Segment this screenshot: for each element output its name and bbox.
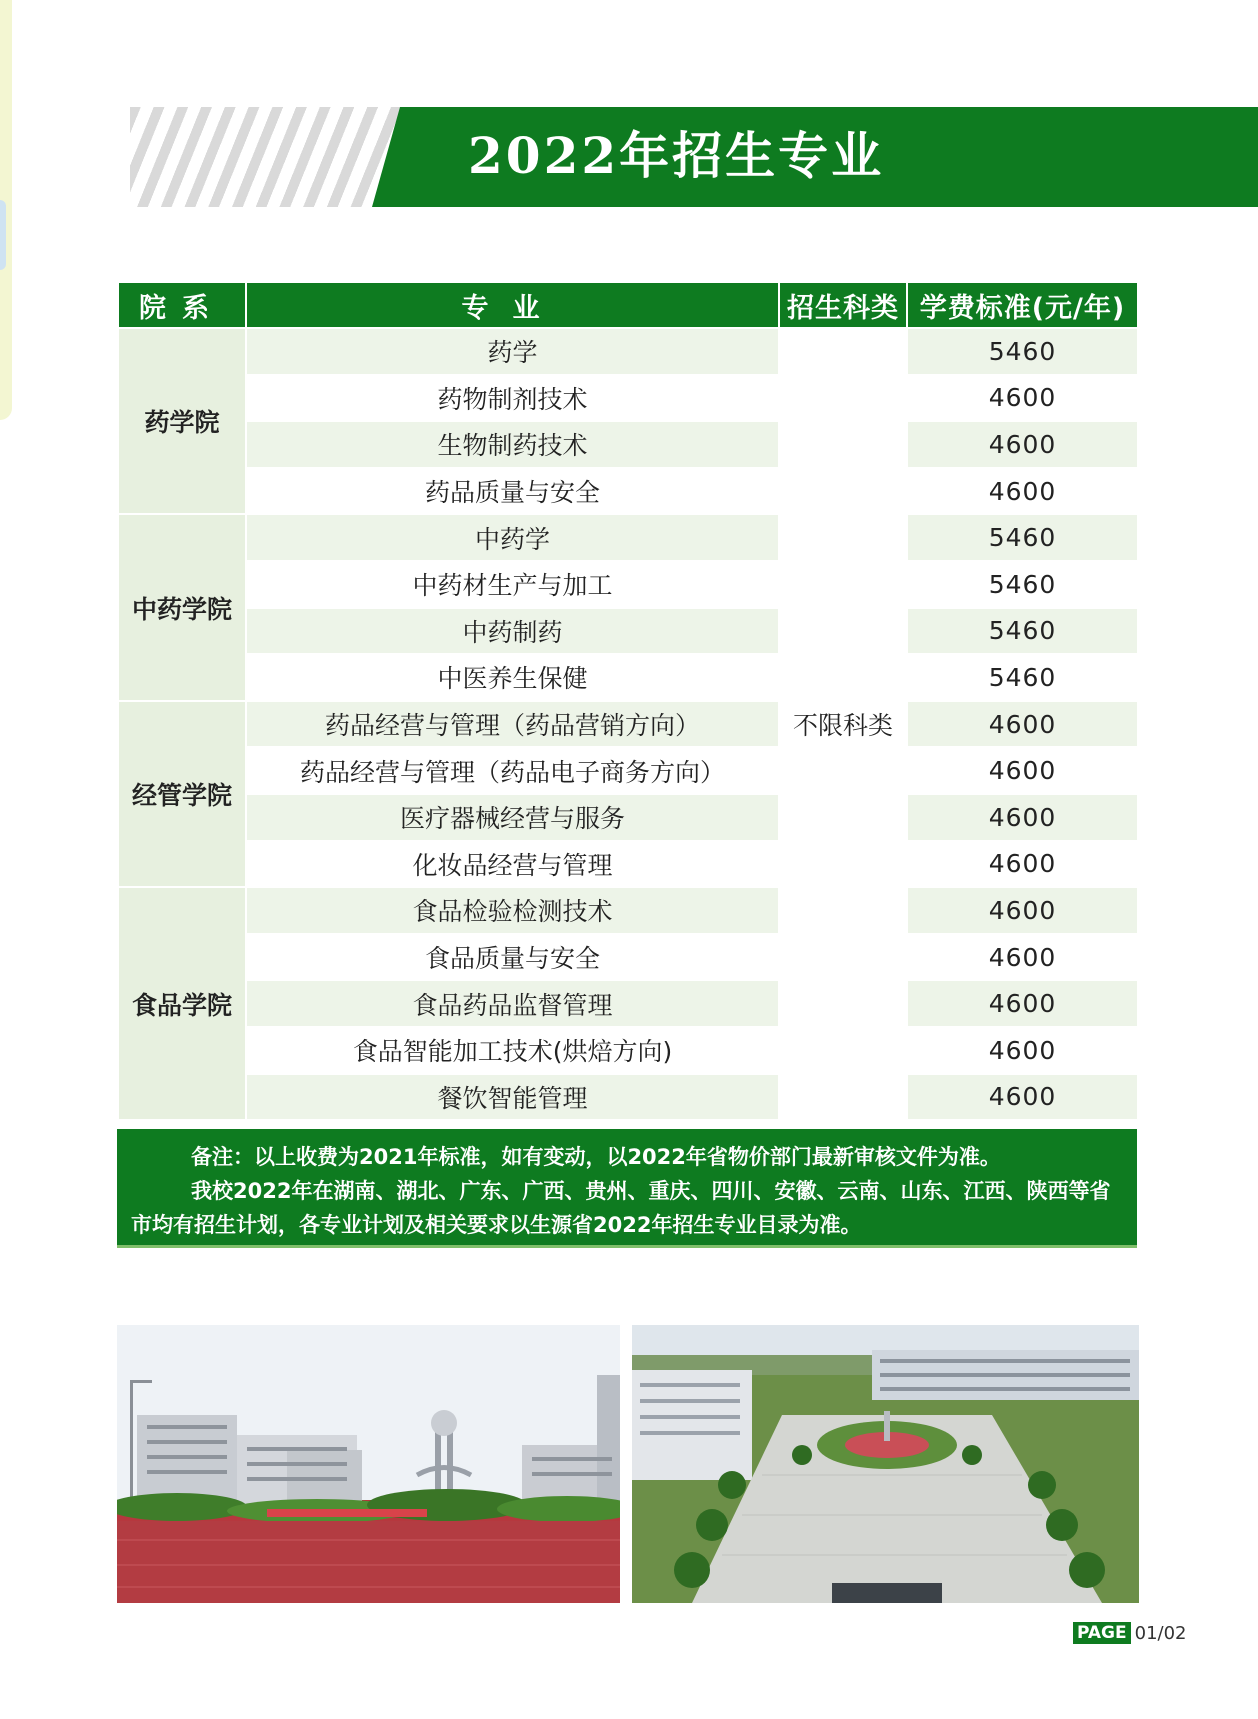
table-row [118, 608, 1138, 655]
campus-photo-plaza [117, 1325, 620, 1603]
fee-cell: 4600 [907, 1027, 1138, 1074]
fee-cell: 5460 [907, 561, 1138, 608]
fee-cell: 4600 [907, 934, 1138, 981]
fee-cell: 4600 [907, 980, 1138, 1027]
dept-cell: 食品学院 [118, 887, 246, 1120]
table-row [118, 654, 1138, 701]
table-row [118, 328, 1138, 375]
major-cell: 中药学 [246, 514, 779, 561]
fee-cell: 5460 [907, 608, 1138, 655]
major-cell: 生物制药技术 [246, 421, 779, 468]
major-cell: 医疗器械经营与服务 [246, 794, 779, 841]
header-fee: 学费标准(元/年) [907, 282, 1138, 328]
left-edge-dot [0, 200, 6, 270]
major-cell: 中药制药 [246, 608, 779, 655]
major-cell: 餐饮智能管理 [246, 1074, 779, 1121]
fee-cell: 5460 [907, 654, 1138, 701]
table-row [118, 468, 1138, 515]
remarks-line-1: 备注：以上收费为2021年标准，如有变动，以2022年省物价部门最新审核文件为准。 [191, 1145, 1001, 1169]
dept-cell: 经管学院 [118, 701, 246, 887]
table-row [118, 794, 1138, 841]
header-major: 专业 [246, 282, 779, 328]
major-cell: 药物制剂技术 [246, 375, 779, 422]
table-row [118, 841, 1138, 888]
table-row [118, 701, 1138, 748]
campus-photo-aerial [632, 1325, 1139, 1603]
majors-table [117, 281, 1139, 1121]
page-title: 2022年招生专业 [468, 126, 885, 185]
header-category: 招生科类 [779, 282, 907, 328]
table-row [118, 747, 1138, 794]
campus-aerial-illustration [632, 1325, 1139, 1603]
major-cell: 药品经营与管理（药品电子商务方向） [246, 747, 779, 794]
dept-cell: 中药学院 [118, 514, 246, 700]
fee-cell: 4600 [907, 701, 1138, 748]
fee-cell: 4600 [907, 421, 1138, 468]
dept-cell: 药学院 [118, 328, 246, 514]
major-cell: 食品药品监督管理 [246, 980, 779, 1027]
fee-cell: 4600 [907, 375, 1138, 422]
table-row [118, 421, 1138, 468]
major-cell: 药学 [246, 328, 779, 375]
page-number: 01/02 [1134, 1622, 1187, 1644]
major-cell: 中医养生保健 [246, 654, 779, 701]
major-cell: 药品经营与管理（药品营销方向） [246, 701, 779, 748]
major-cell: 食品智能加工技术(烘焙方向) [246, 1027, 779, 1074]
banner-stripes [130, 107, 415, 207]
campus-plaza-illustration [117, 1325, 620, 1603]
major-cell: 食品质量与安全 [246, 934, 779, 981]
fee-cell: 5460 [907, 328, 1138, 375]
table-row [118, 980, 1138, 1027]
fee-cell: 4600 [907, 1074, 1138, 1121]
page-label: PAGE [1073, 1622, 1131, 1644]
fee-cell: 4600 [907, 887, 1138, 934]
table-row [118, 1074, 1138, 1121]
major-cell: 食品检验检测技术 [246, 887, 779, 934]
fee-cell: 4600 [907, 794, 1138, 841]
remarks-box [117, 1129, 1137, 1248]
major-cell: 中药材生产与加工 [246, 561, 779, 608]
table-row [118, 514, 1138, 561]
fee-cell: 4600 [907, 468, 1138, 515]
major-cell: 化妆品经营与管理 [246, 841, 779, 888]
major-cell: 药品质量与安全 [246, 468, 779, 515]
header-dept: 院系 [118, 282, 246, 328]
table-row [118, 1027, 1138, 1074]
table-row [118, 887, 1138, 934]
page-indicator [1073, 1622, 1187, 1644]
fee-cell: 4600 [907, 841, 1138, 888]
title-banner [130, 107, 1258, 207]
table-header-row [118, 282, 1138, 328]
fee-cell: 5460 [907, 514, 1138, 561]
table-row [118, 375, 1138, 422]
table-row [118, 561, 1138, 608]
category-cell: 不限科类 [779, 328, 907, 1120]
table-row [118, 934, 1138, 981]
remarks-line-2: 我校2022年在湖南、湖北、广东、广西、贵州、重庆、四川、安徽、云南、山东、江西、陕西等省市均有招生计划，各专业计划及相关要求以生源省2022年招生专业目录为准。 [131, 1179, 1111, 1237]
fee-cell: 4600 [907, 747, 1138, 794]
